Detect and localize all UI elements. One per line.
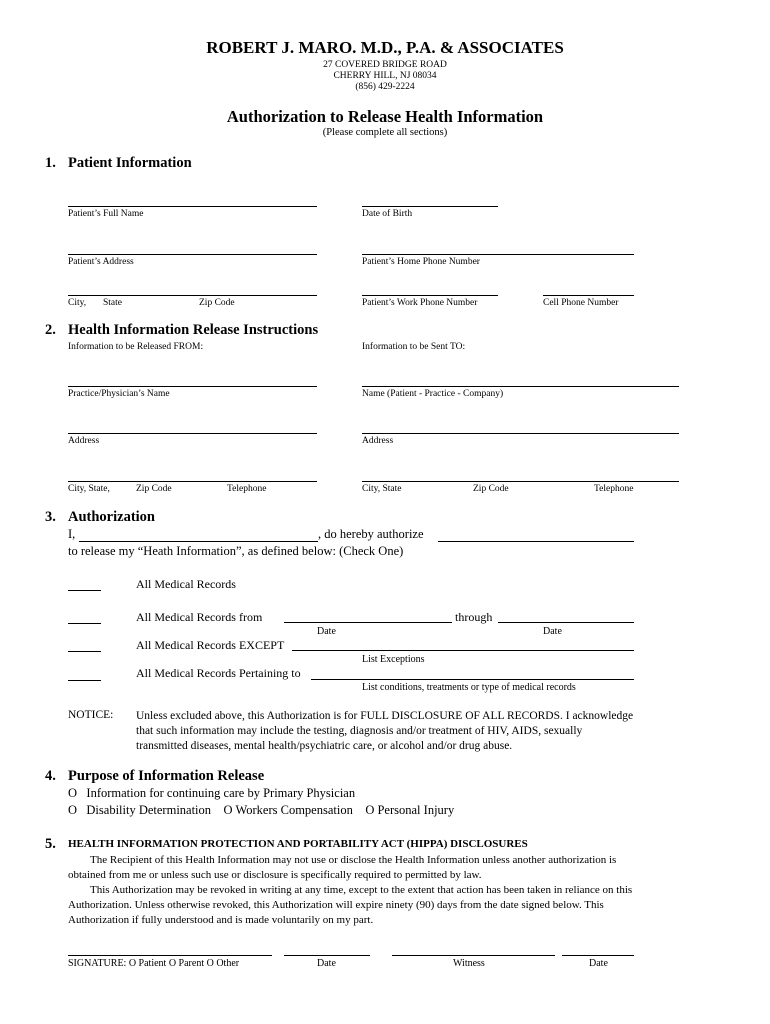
list-exceptions-label: List Exceptions: [362, 654, 425, 665]
authorizer-name-field[interactable]: [79, 541, 318, 542]
to-phone-label: Telephone: [594, 484, 634, 494]
dob-label: Date of Birth: [362, 209, 413, 219]
to-city-state-zip-field[interactable]: [362, 481, 679, 482]
dob-field[interactable]: [362, 206, 498, 207]
practice-name: ROBERT J. MARO. M.D., P.A. & ASSOCIATES: [206, 38, 564, 57]
authorization-i-text: I,: [68, 527, 76, 541]
to-zip-label: Zip Code: [473, 484, 509, 494]
option-records-from-label: All Medical Records from: [136, 610, 263, 624]
section5-title: HEALTH INFORMATION PROTECTION AND PORTABILITY ACT (HIPPA) DISCLOSURES: [68, 838, 528, 850]
section2-number: 2.: [45, 322, 56, 338]
records-through-date-field[interactable]: [498, 622, 634, 623]
home-phone-field[interactable]: [362, 254, 634, 255]
purpose-disability-workers-injury-options[interactable]: O Disability Determination O Workers Compensation O Personal Injury: [68, 803, 455, 817]
practice-physician-name-label: Practice/Physician’s Name: [68, 389, 170, 399]
section5-number: 5.: [45, 836, 56, 852]
to-address-label: Address: [362, 436, 394, 446]
hipaa-paragraph-1: The Recipient of this Health Information may not use or disclose the Health Information unless another authorization is obtained from me or unless such use or disclosure is specifically required to permitted by law.: [68, 854, 617, 881]
from-city-label: City, State,: [68, 484, 110, 494]
authorized-party-field[interactable]: [438, 541, 634, 542]
signature-date-field[interactable]: [284, 955, 370, 956]
pertaining-conditions-field[interactable]: [311, 679, 634, 680]
home-phone-label: Patient’s Home Phone Number: [362, 257, 480, 267]
option-except-checkbox[interactable]: [68, 651, 101, 652]
practice-physician-name-field[interactable]: [68, 386, 317, 387]
notice-text: Unless excluded above, this Authorization is for FULL DISCLOSURE OF ALL RECORDS. I acknowledge that such information may include the testing, diagnosis and/or treatment of HIV, AIDS, sexually transmitted diseases, mental health/psychiatric care, or alcohol and/or drug abuse.: [136, 710, 634, 752]
witness-label: Witness: [453, 958, 485, 969]
cell-phone-field[interactable]: [543, 295, 634, 296]
witness-date-field[interactable]: [562, 955, 634, 956]
from-address-field[interactable]: [68, 433, 317, 434]
through-date-label: Date: [543, 626, 562, 637]
section1-title: Patient Information: [68, 155, 192, 171]
section4-number: 4.: [45, 768, 56, 784]
signature-field[interactable]: [68, 955, 272, 956]
purpose-continuing-care-option[interactable]: O Information for continuing care by Primary Physician: [68, 786, 356, 800]
from-date-label: Date: [317, 626, 336, 637]
section2-title: Health Information Release Instructions: [68, 322, 319, 338]
option-pertaining-label: All Medical Records Pertaining to: [136, 666, 301, 680]
records-from-date-field[interactable]: [284, 622, 452, 623]
do-hereby-authorize-text: , do hereby authorize: [318, 527, 424, 541]
full-name-label: Patient’s Full Name: [68, 209, 144, 219]
address-field[interactable]: [68, 254, 317, 255]
witness-date-label: Date: [589, 958, 608, 969]
section1-number: 1.: [45, 155, 56, 171]
from-phone-label: Telephone: [227, 484, 267, 494]
section4-title: Purpose of Information Release: [68, 768, 265, 784]
option-all-records-checkbox[interactable]: [68, 590, 101, 591]
section3-number: 3.: [45, 509, 56, 525]
signature-label: SIGNATURE: O Patient O Parent O Other: [68, 958, 240, 969]
address-label: Patient’s Address: [68, 257, 134, 267]
hipaa-paragraph-2: This Authorization may be revoked in writing at any time, except to the extent that action has been taken in reliance on this Authorization. Unless otherwise revoked, this Authorization will expire ninety (90) days from the date signed below. This Authorization if fully understood and is made voluntarily on my part.: [68, 884, 633, 926]
to-address-field[interactable]: [362, 433, 679, 434]
signature-date-label: Date: [317, 958, 336, 969]
exceptions-field[interactable]: [292, 650, 634, 651]
to-city-label: City, State: [362, 484, 402, 494]
recipient-name-field[interactable]: [362, 386, 679, 387]
option-pertaining-checkbox[interactable]: [68, 680, 101, 681]
practice-address-line2: CHERRY HILL, NJ 08034: [333, 71, 437, 81]
city-label: City,: [68, 298, 87, 308]
witness-field[interactable]: [392, 955, 555, 956]
sent-to-label: Information to be Sent TO:: [362, 342, 466, 352]
option-records-from-checkbox[interactable]: [68, 623, 101, 624]
form-title: Authorization to Release Health Information: [226, 107, 544, 126]
option-all-records-label: All Medical Records: [136, 577, 236, 591]
from-address-label: Address: [68, 436, 100, 446]
cell-phone-label: Cell Phone Number: [543, 298, 619, 308]
section3-title: Authorization: [68, 509, 155, 525]
release-from-label: Information to be Released FROM:: [68, 342, 204, 352]
notice-label: NOTICE:: [68, 709, 114, 721]
practice-phone: (856) 429-2224: [355, 82, 415, 92]
work-phone-field[interactable]: [362, 295, 498, 296]
through-text: through: [455, 610, 493, 624]
work-phone-label: Patient’s Work Phone Number: [362, 298, 478, 308]
form-note: (Please complete all sections): [322, 127, 448, 138]
city-state-zip-field[interactable]: [68, 295, 317, 296]
option-except-label: All Medical Records EXCEPT: [136, 638, 285, 652]
release-definition-text: to release my “Heath Information”, as defined below: (Check One): [68, 544, 404, 558]
from-city-state-zip-field[interactable]: [68, 481, 317, 482]
recipient-name-label: Name (Patient - Practice - Company): [362, 389, 504, 399]
state-label: State: [103, 298, 122, 308]
practice-address-line1: 27 COVERED BRIDGE ROAD: [323, 60, 447, 70]
from-zip-label: Zip Code: [136, 484, 172, 494]
list-conditions-label: List conditions, treatments or type of medical records: [362, 682, 576, 693]
full-name-field[interactable]: [68, 206, 317, 207]
zip-label: Zip Code: [199, 298, 235, 308]
